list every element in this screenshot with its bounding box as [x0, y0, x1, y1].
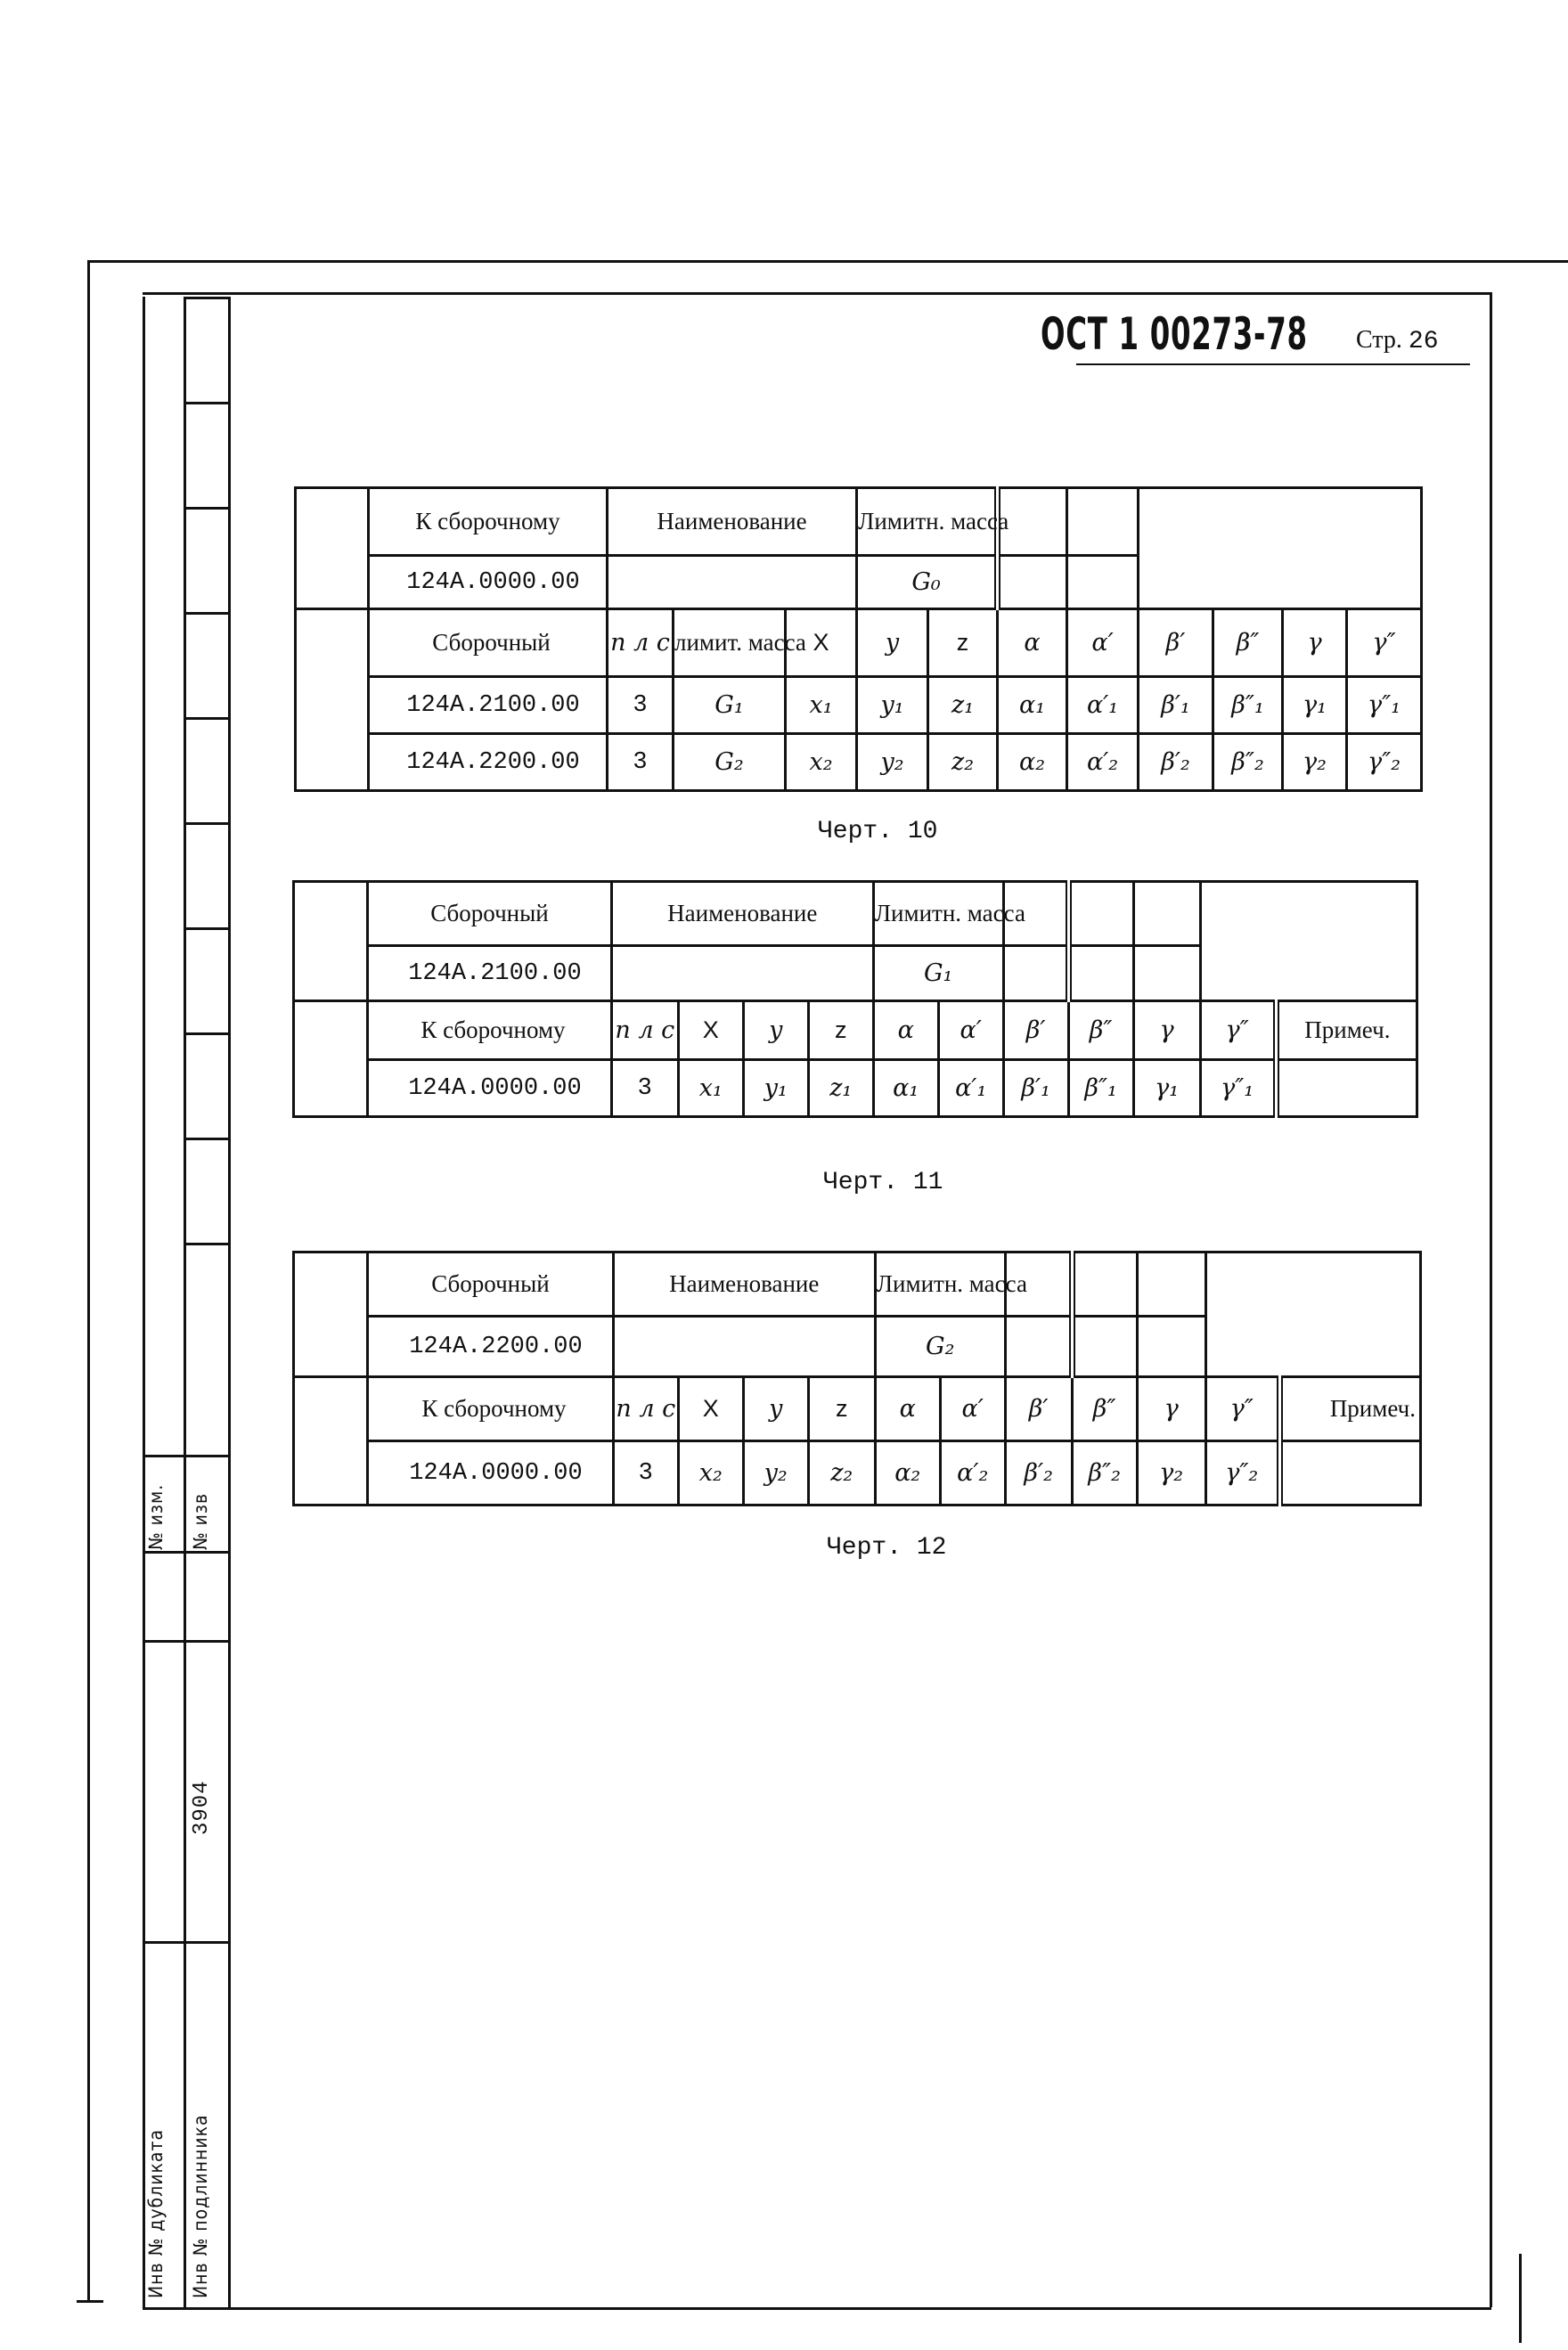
table10-col-y: y	[857, 609, 928, 677]
header-underline	[1076, 363, 1470, 365]
table11-row-beta-dprime: β″₁	[1068, 1060, 1133, 1117]
table12-row-z: z₂	[808, 1441, 875, 1505]
inventory-original-label: Инв № подлинника	[190, 2114, 211, 2298]
table10-col-gamma-dprime: γ″	[1347, 609, 1422, 677]
table11-empty-wide	[1200, 882, 1417, 1001]
table10-subheader-pls: п л с	[608, 609, 674, 677]
table11-col-alpha: α	[873, 1001, 938, 1060]
table11-empty-b	[1068, 882, 1133, 946]
table11-assembly-name	[611, 946, 873, 1001]
table11-col-x: X	[678, 1001, 743, 1060]
table11-header-limit-mass: Лимитн. масса	[873, 882, 1003, 946]
table11-row-note	[1276, 1060, 1417, 1117]
frame-bottom-outer-line	[77, 2300, 103, 2303]
table12-row-y: y₂	[743, 1441, 808, 1505]
table12-assembly-mass: G₂	[875, 1317, 1005, 1377]
table12-empty-e	[1072, 1317, 1137, 1377]
table-row	[296, 734, 1422, 791]
frame-inner-top-line	[143, 292, 1491, 295]
caption-drawing-11: Черт. 11	[823, 1169, 943, 1196]
table12-row-x: x₂	[678, 1441, 743, 1505]
table10-header-name: Наименование	[608, 488, 857, 556]
table12-assembly-code: 124А.2200.00	[368, 1317, 614, 1377]
frame-top-line	[87, 260, 1568, 263]
table10-row2-alpha: α₂	[998, 734, 1067, 791]
table10-row2-mass: G₂	[674, 734, 786, 791]
table11-row-z: z₁	[808, 1060, 873, 1117]
table10-col-alpha-prime: α′	[1067, 609, 1139, 677]
table10-empty-d	[1067, 556, 1139, 609]
table11-col-gamma-dprime: γ″	[1200, 1001, 1276, 1060]
table11-subheader-pls: п л с	[611, 1001, 678, 1060]
table12-col-y: y	[743, 1377, 808, 1441]
table12-row-note	[1279, 1441, 1420, 1505]
table11-row-gamma-dprime: γ″₁	[1200, 1060, 1276, 1117]
table12-empty-wide	[1205, 1253, 1420, 1377]
inventory-number-value: 3904	[190, 1780, 214, 1835]
table12-row-code: 124А.0000.00	[368, 1441, 614, 1505]
table10-row1-beta-prime: β′₁	[1139, 677, 1213, 734]
table10-row2-alpha-prime: α′₂	[1067, 734, 1139, 791]
table11-col-gamma: γ	[1133, 1001, 1200, 1060]
table12-row-alpha: α₂	[875, 1441, 940, 1505]
table10-row2-z: z₂	[928, 734, 998, 791]
frame-inner-right-line	[1490, 292, 1492, 2307]
page-number	[1356, 326, 1439, 355]
table11-row-pls: 3	[611, 1060, 678, 1117]
frame-outer-left-line	[87, 260, 90, 2300]
table12-col-gamma-dprime: γ″	[1205, 1377, 1279, 1441]
table12-blank-cell-2	[294, 1377, 368, 1505]
table11-row-beta-prime: β′₁	[1003, 1060, 1068, 1117]
table11-empty-c	[1133, 882, 1200, 946]
table12-col-beta-dprime: β″	[1072, 1377, 1137, 1441]
table10-row2-gamma: γ₂	[1283, 734, 1347, 791]
table12-row-alpha-prime: α′₂	[940, 1441, 1005, 1505]
table11-row-x: x₁	[678, 1060, 743, 1117]
table10-row2-beta-dprime: β″₂	[1213, 734, 1283, 791]
table11-row-code: 124А.0000.00	[368, 1060, 612, 1117]
table12-empty-f	[1137, 1317, 1205, 1377]
table11-col-alpha-prime: α′	[938, 1001, 1003, 1060]
table10-subheader-label: Сборочный	[369, 609, 608, 677]
table12-col-x: X	[678, 1377, 743, 1441]
table11-blank-cell-2	[294, 1001, 368, 1117]
table-drawing-12	[292, 1251, 1422, 1506]
table12-header-assembly: Сборочный	[368, 1253, 614, 1317]
table10-row1-mass: G₁	[674, 677, 786, 734]
standard-number: ОСТ 1 00273-78	[1041, 308, 1308, 360]
table-row	[296, 677, 1422, 734]
table11-assembly-mass: G₁	[873, 946, 1003, 1001]
table10-blank-cell-2	[296, 609, 369, 791]
table10-empty-b	[1067, 488, 1139, 556]
table11-col-z: z	[808, 1001, 873, 1060]
table10-row1-pls: 3	[608, 677, 674, 734]
table12-empty-c	[1137, 1253, 1205, 1317]
table11-col-beta-prime: β′	[1003, 1001, 1068, 1060]
table10-row2-y: y₂	[857, 734, 928, 791]
table10-row2-code: 124А.2200.00	[369, 734, 608, 791]
table10-row1-z: z₁	[928, 677, 998, 734]
table10-col-alpha: α	[998, 609, 1067, 677]
table12-col-gamma: γ	[1137, 1377, 1205, 1441]
table12-row-pls: 3	[613, 1441, 678, 1505]
table10-col-x: X	[786, 609, 857, 677]
table12-col-z: z	[808, 1377, 875, 1441]
frame-inner-bottom-line	[143, 2307, 1491, 2310]
table-row	[294, 1060, 1417, 1117]
table10-subheader-mass: лимит. масса	[674, 609, 786, 677]
table10-row2-beta-prime: β′₂	[1139, 734, 1213, 791]
table11-row-alpha: α₁	[873, 1060, 938, 1117]
table-drawing-11	[292, 880, 1418, 1118]
caption-drawing-10: Черт. 10	[818, 818, 938, 845]
table10-header-assembly: К сборочному	[369, 488, 608, 556]
table12-header-name: Наименование	[613, 1253, 875, 1317]
table10-blank-cell	[296, 488, 369, 609]
table10-col-z: z	[928, 609, 998, 677]
table12-blank-cell	[294, 1253, 368, 1377]
table10-row1-alpha: α₁	[998, 677, 1067, 734]
table10-header-limit-mass: Лимитн. масса	[857, 488, 998, 556]
table10-col-beta-dprime: β″	[1213, 609, 1283, 677]
caption-drawing-12: Черт. 12	[827, 1534, 947, 1562]
table12-empty-b	[1072, 1253, 1137, 1317]
table10-row1-beta-dprime: β″₁	[1213, 677, 1283, 734]
table11-row-gamma: γ₁	[1133, 1060, 1200, 1117]
table11-subheader-label: К сборочному	[368, 1001, 612, 1060]
table10-row1-code: 124А.2100.00	[369, 677, 608, 734]
inventory-duplicate-label: Инв № дубликата	[145, 2128, 167, 2298]
table12-header-limit-mass: Лимитн. масса	[875, 1253, 1005, 1317]
page-number-value: 26	[1408, 328, 1439, 355]
table11-header-assembly: Сборочный	[368, 882, 612, 946]
table10-row2-pls: 3	[608, 734, 674, 791]
frame-right-stub-line	[1519, 2254, 1522, 2343]
table12-col-alpha: α	[875, 1377, 940, 1441]
table11-empty-d	[1003, 946, 1068, 1001]
change-number-label: № изм.	[145, 1483, 167, 1550]
table12-assembly-name	[613, 1317, 875, 1377]
table12-col-alpha-prime: α′	[940, 1377, 1005, 1441]
table-row	[294, 1441, 1421, 1505]
table12-subheader-label: К сборочному	[368, 1377, 614, 1441]
table11-col-y: y	[743, 1001, 808, 1060]
table10-row1-alpha-prime: α′₁	[1067, 677, 1139, 734]
table10-assembly-code: 124А.0000.00	[369, 556, 608, 609]
table12-col-note: Примеч.	[1279, 1377, 1420, 1441]
table11-assembly-code: 124А.2100.00	[368, 946, 612, 1001]
table11-blank-cell	[294, 882, 368, 1001]
table10-row1-gamma-dprime: γ″₁	[1347, 677, 1422, 734]
table10-row1-x: x₁	[786, 677, 857, 734]
table10-empty-wide	[1139, 488, 1422, 609]
notice-number-label: № изв	[190, 1492, 211, 1550]
table12-empty-d	[1005, 1317, 1072, 1377]
table11-empty-f	[1133, 946, 1200, 1001]
table10-row2-x: x₂	[786, 734, 857, 791]
table12-row-beta-prime: β′₂	[1005, 1441, 1072, 1505]
table12-col-beta-prime: β′	[1005, 1377, 1072, 1441]
table-drawing-10	[294, 486, 1423, 792]
table12-row-beta-dprime: β″₂	[1072, 1441, 1137, 1505]
margin-stamp	[143, 297, 230, 2310]
page-label: Стр.	[1356, 326, 1402, 354]
table12-row-gamma-dprime: γ″₂	[1205, 1441, 1279, 1505]
table10-col-beta-prime: β′	[1139, 609, 1213, 677]
table10-assembly-name	[608, 556, 857, 609]
table10-empty-c	[998, 556, 1067, 609]
table10-assembly-mass: G₀	[857, 556, 998, 609]
table10-row1-gamma: γ₁	[1283, 677, 1347, 734]
table11-col-note: Примеч.	[1276, 1001, 1417, 1060]
table11-row-alpha-prime: α′₁	[938, 1060, 1003, 1117]
table11-header-name: Наименование	[611, 882, 873, 946]
table11-row-y: y₁	[743, 1060, 808, 1117]
table12-subheader-pls: п л с	[613, 1377, 678, 1441]
table11-col-beta-dprime: β″	[1068, 1001, 1133, 1060]
table12-row-gamma: γ₂	[1137, 1441, 1205, 1505]
table10-row1-y: y₁	[857, 677, 928, 734]
table10-col-gamma: γ	[1283, 609, 1347, 677]
table11-empty-e	[1068, 946, 1133, 1001]
table10-row2-gamma-dprime: γ″₂	[1347, 734, 1422, 791]
